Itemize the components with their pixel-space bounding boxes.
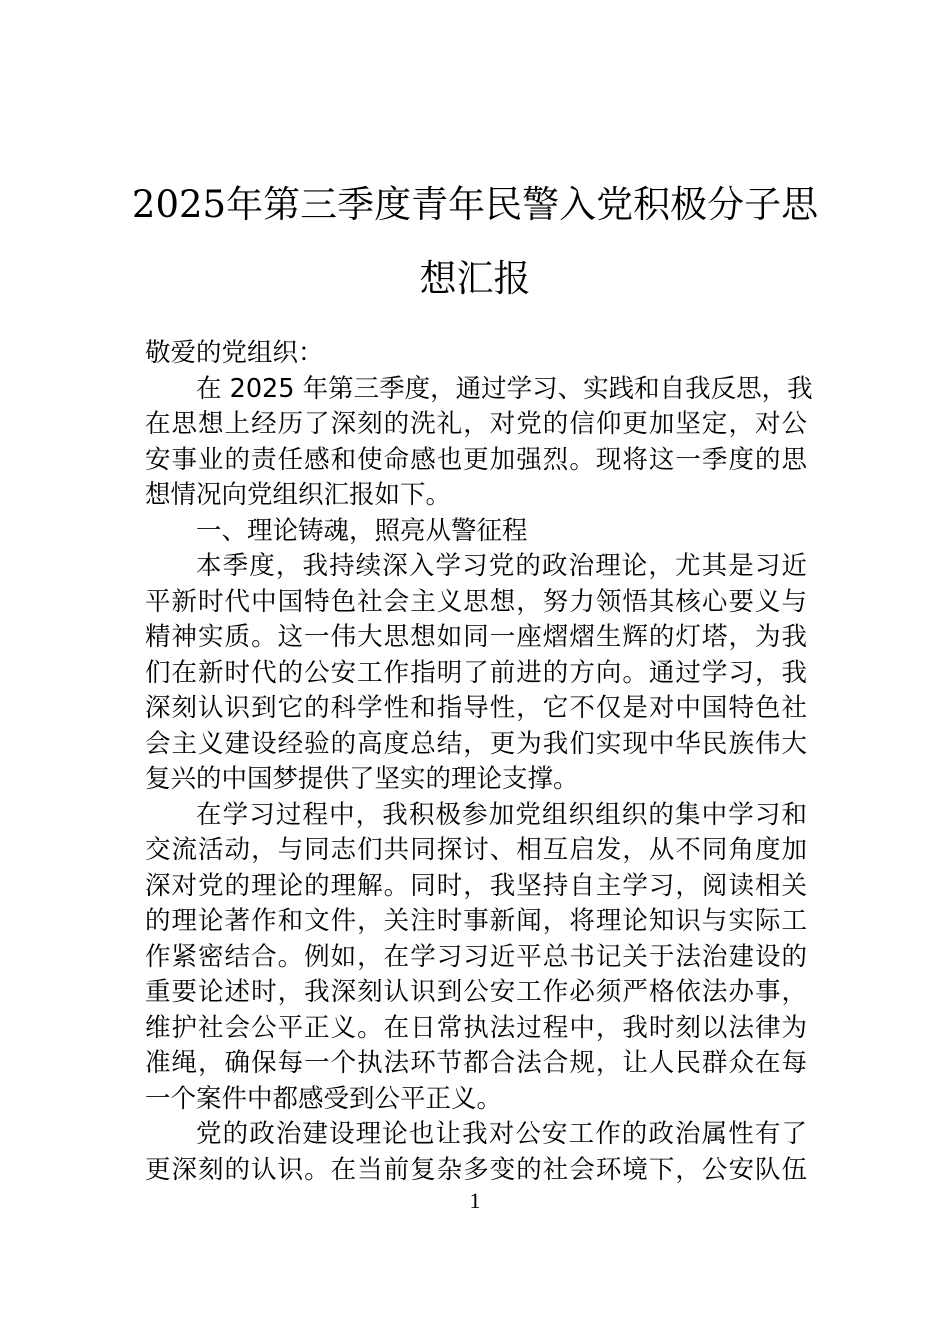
- text-line: 平新时代中国特色社会主义思想，努力领悟其核心要义与: [145, 586, 807, 617]
- text-line: 深刻认识到它的科学性和指导性，它不仅是对中国特色社: [145, 693, 807, 723]
- paragraph: [145, 798, 807, 1118]
- text-line: 的理论著作和文件，关注时事新闻，将理论知识与实际工: [145, 906, 807, 936]
- paragraph: [145, 372, 813, 514]
- text-line: 深对党的理论的理解。同时，我坚持自主学习，阅读相关: [145, 870, 807, 901]
- document-title: [130, 168, 820, 316]
- text-line: 重要论述时，我深刻认识到公安工作必须严格依法办事，: [145, 977, 807, 1007]
- salutation: 敬爱的党组织：: [145, 338, 324, 368]
- text-line: 本季度，我持续深入学习党的政治理论，尤其是习近: [196, 551, 807, 581]
- text-line: 准绳，确保每一个执法环节都合法合规，让人民群众在每: [145, 1048, 807, 1078]
- text-line: 更深刻的认识。在当前复杂多变的社会环境下，公安队伍: [145, 1154, 807, 1185]
- text-line: 党的政治建设理论也让我对公安工作的政治属性有了: [196, 1119, 807, 1149]
- text-line: 在 2025 年第三季度，通过学习、实践和自我反思，我: [196, 373, 813, 404]
- section-heading: [145, 514, 807, 550]
- text-line: 想情况向党组织汇报如下。: [145, 480, 452, 510]
- text-line: 维护社会公平正义。在日常执法过程中，我时刻以法律为: [145, 1012, 807, 1043]
- text-line: 一、理论铸魂，照亮从警征程: [196, 515, 528, 546]
- text-line: 安事业的责任感和使命感也更加强烈。现将这一季度的思: [145, 444, 807, 475]
- text-line: 在学习过程中，我积极参加党组织组织的集中学习和: [196, 799, 807, 830]
- text-line: 们在新时代的公安工作指明了前进的方向。通过学习，我: [145, 657, 807, 688]
- text-line: 作紧密结合。例如，在学习习近平总书记关于法治建设的: [145, 941, 807, 972]
- text-line: 精神实质。这一伟大思想如同一座熠熠生辉的灯塔，为我: [145, 622, 807, 652]
- page-number: 1: [469, 1188, 481, 1213]
- document-body: [145, 336, 813, 1188]
- paragraph: [145, 549, 807, 798]
- text-line: 复兴的中国梦提供了坚实的理论支撑。: [145, 764, 579, 794]
- text-line: 在思想上经历了深刻的洗礼，对党的信仰更加坚定，对公: [145, 409, 807, 439]
- title-line: 想汇报: [419, 257, 531, 300]
- text-line: 交流活动，与同志们共同探讨、相互启发，从不同角度加: [145, 835, 807, 865]
- text-line: 会主义建设经验的高度总结，更为我们实现中华民族伟大: [145, 728, 807, 759]
- paragraph: [145, 1117, 807, 1188]
- text-line: 一个案件中都感受到公平正义。: [145, 1083, 503, 1114]
- title-line: 2025年第三季度青年民警入党积极分子思: [131, 183, 819, 226]
